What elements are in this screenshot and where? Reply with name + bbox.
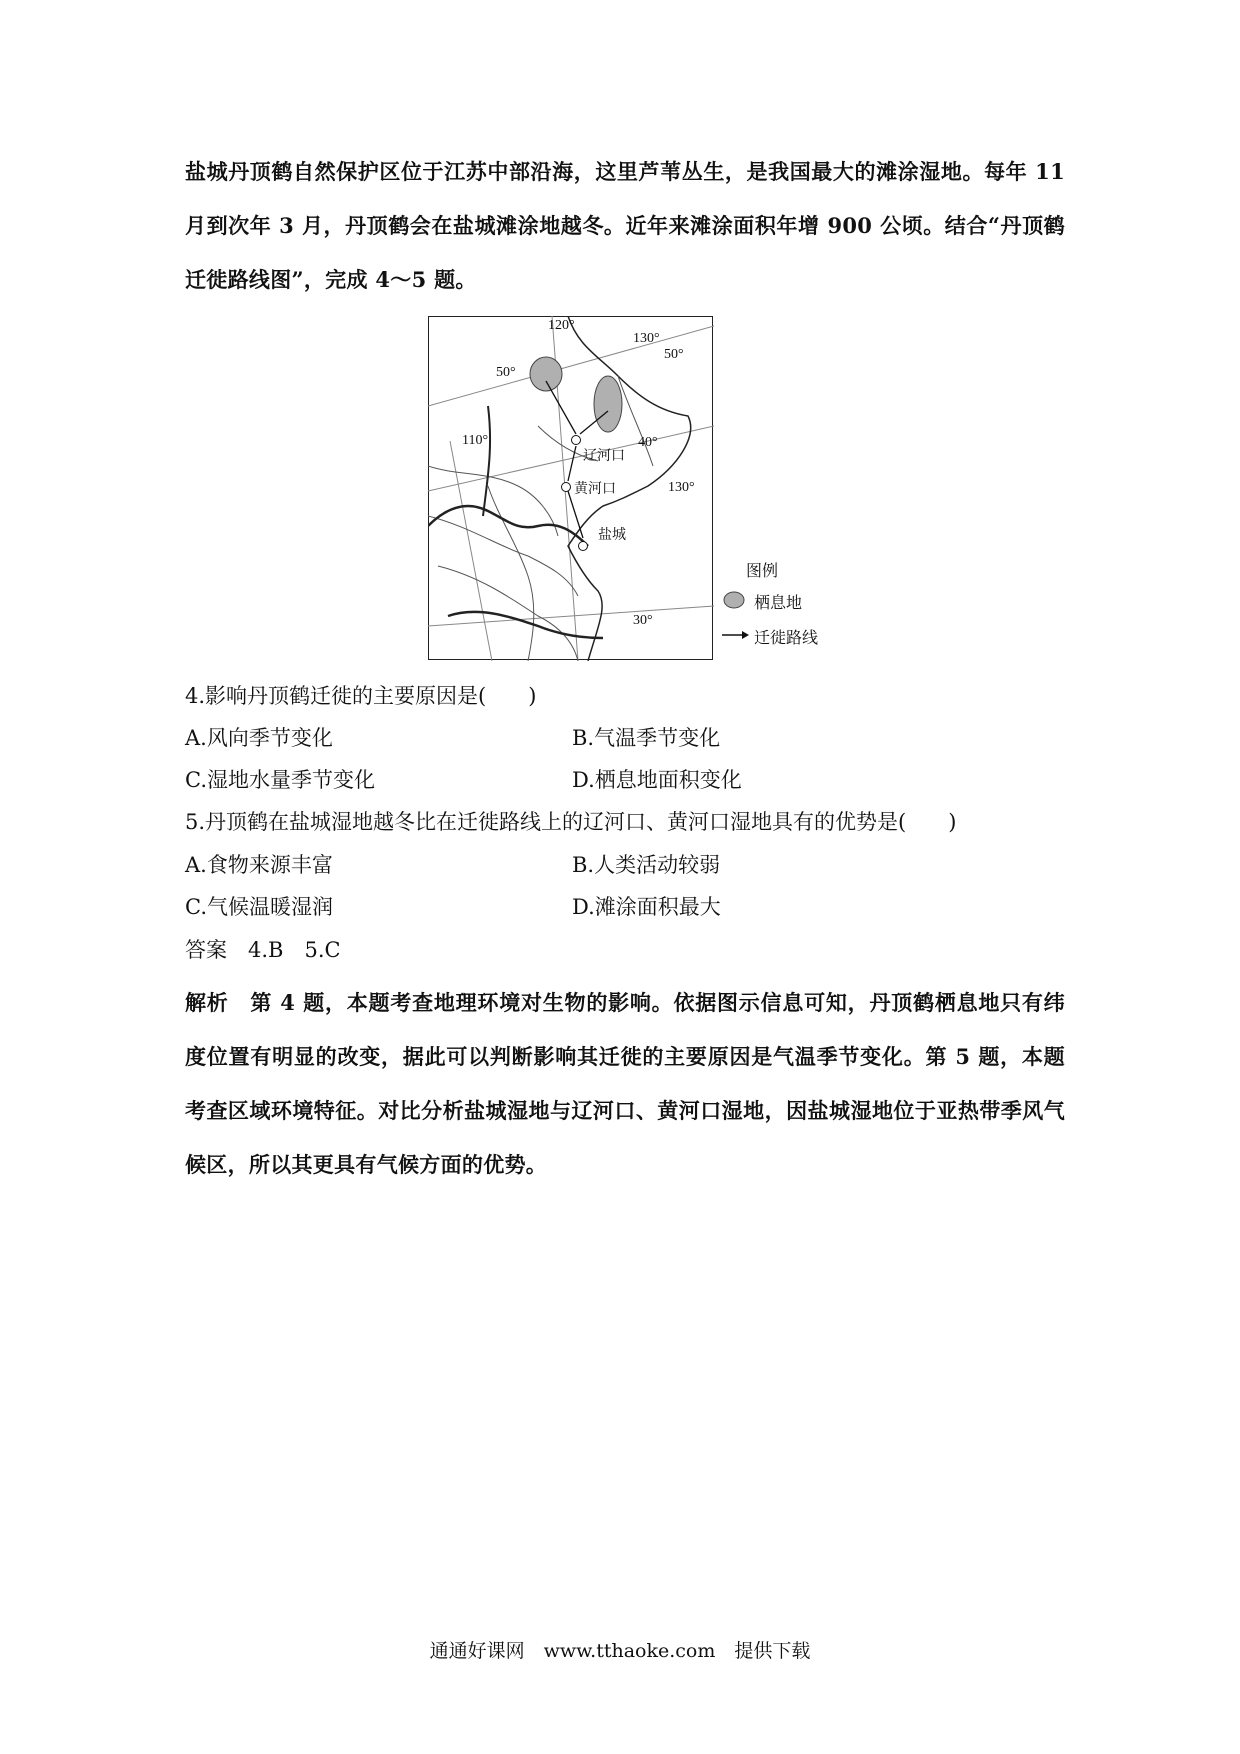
q4-option-d: D.栖息地面积变化 [572, 768, 742, 792]
route-legend-icon [720, 628, 750, 642]
label-huanghekou: 黄河口 [574, 482, 616, 497]
footer-credit: 通通好课网 www.tthaoke.com 提供下载 [429, 1640, 811, 1662]
river [483, 406, 490, 516]
label-lon120: 120° [548, 318, 575, 333]
parallel-50 [428, 326, 714, 406]
site-huanghekou [562, 483, 571, 492]
label-lat40: 40° [638, 435, 658, 450]
q5-option-b: B.人类活动较弱 [572, 853, 721, 877]
yellow-river [428, 506, 588, 546]
habitat-sanjiang [594, 376, 622, 432]
q4-option-a: A.风向季节变化 [185, 726, 333, 750]
label-liaohekou: 辽河口 [583, 449, 625, 464]
label-lat50-right: 50° [664, 347, 684, 362]
habitat-zhalong [530, 357, 562, 391]
answer-line: 答案 4.B 5.C [185, 938, 341, 962]
label-lon130-lower: 130° [668, 480, 695, 495]
site-yancheng [579, 542, 588, 551]
q5-option-d: D.滩涂面积最大 [572, 895, 721, 919]
label-lat50-left: 50° [496, 365, 516, 380]
label-yancheng: 盐城 [598, 528, 626, 543]
label-lon130: 130° [633, 331, 660, 346]
site-liaohekou [572, 436, 581, 445]
analysis-paragraph: 解析 第 4 题，本题考查地理环境对生物的影响。依据图示信息可知，丹顶鹤栖息地只有纬度位置有明显的改变，据此可以判断影响其迁徙的主要原因是气温季节变化。第 5 题，本题考查区域环境特征。对比分析盐城湿地与辽河口、黄河口湿地，因盐城湿地位于亚热带季风气候区，所以其更具有气候方面的优势。 [185, 990, 1065, 1177]
intro-paragraph: 盐城丹顶鹤自然保护区位于江苏中部沿海，这里芦苇丛生，是我国最大的滩涂湿地。每年 11 月到次年 3 月，丹顶鹤会在盐城滩涂地越冬。近年来滩涂面积年增 900 公顷。结合“丹顶鹤迁徙路线图”，完成 4～5 题。 [185, 159, 1065, 292]
migration-route [546, 381, 576, 434]
parallel-30 [428, 606, 714, 626]
legend-habitat-label: 栖息地 [754, 593, 803, 612]
migration-map-drawing [428, 316, 714, 661]
q4-option-b: B.气温季节变化 [572, 726, 721, 750]
legend-route-label: 迁徙路线 [754, 628, 819, 647]
border-line [488, 486, 534, 661]
habitat-legend-icon [722, 590, 746, 610]
label-lat30: 30° [633, 613, 653, 628]
question-4-stem: 4.影响丹顶鹤迁徙的主要原因是( ) [185, 684, 537, 708]
label-lon110: 110° [462, 433, 489, 448]
q5-option-a: A.食物来源丰富 [185, 853, 333, 877]
q4-option-c: C.湿地水量季节变化 [185, 768, 375, 792]
legend-title: 图例 [746, 561, 779, 580]
question-5-stem: 5.丹顶鹤在盐城湿地越冬比在迁徙路线上的辽河口、黄河口湿地具有的优势是( ) [185, 810, 957, 834]
q5-option-c: C.气候温暖湿润 [185, 895, 333, 919]
